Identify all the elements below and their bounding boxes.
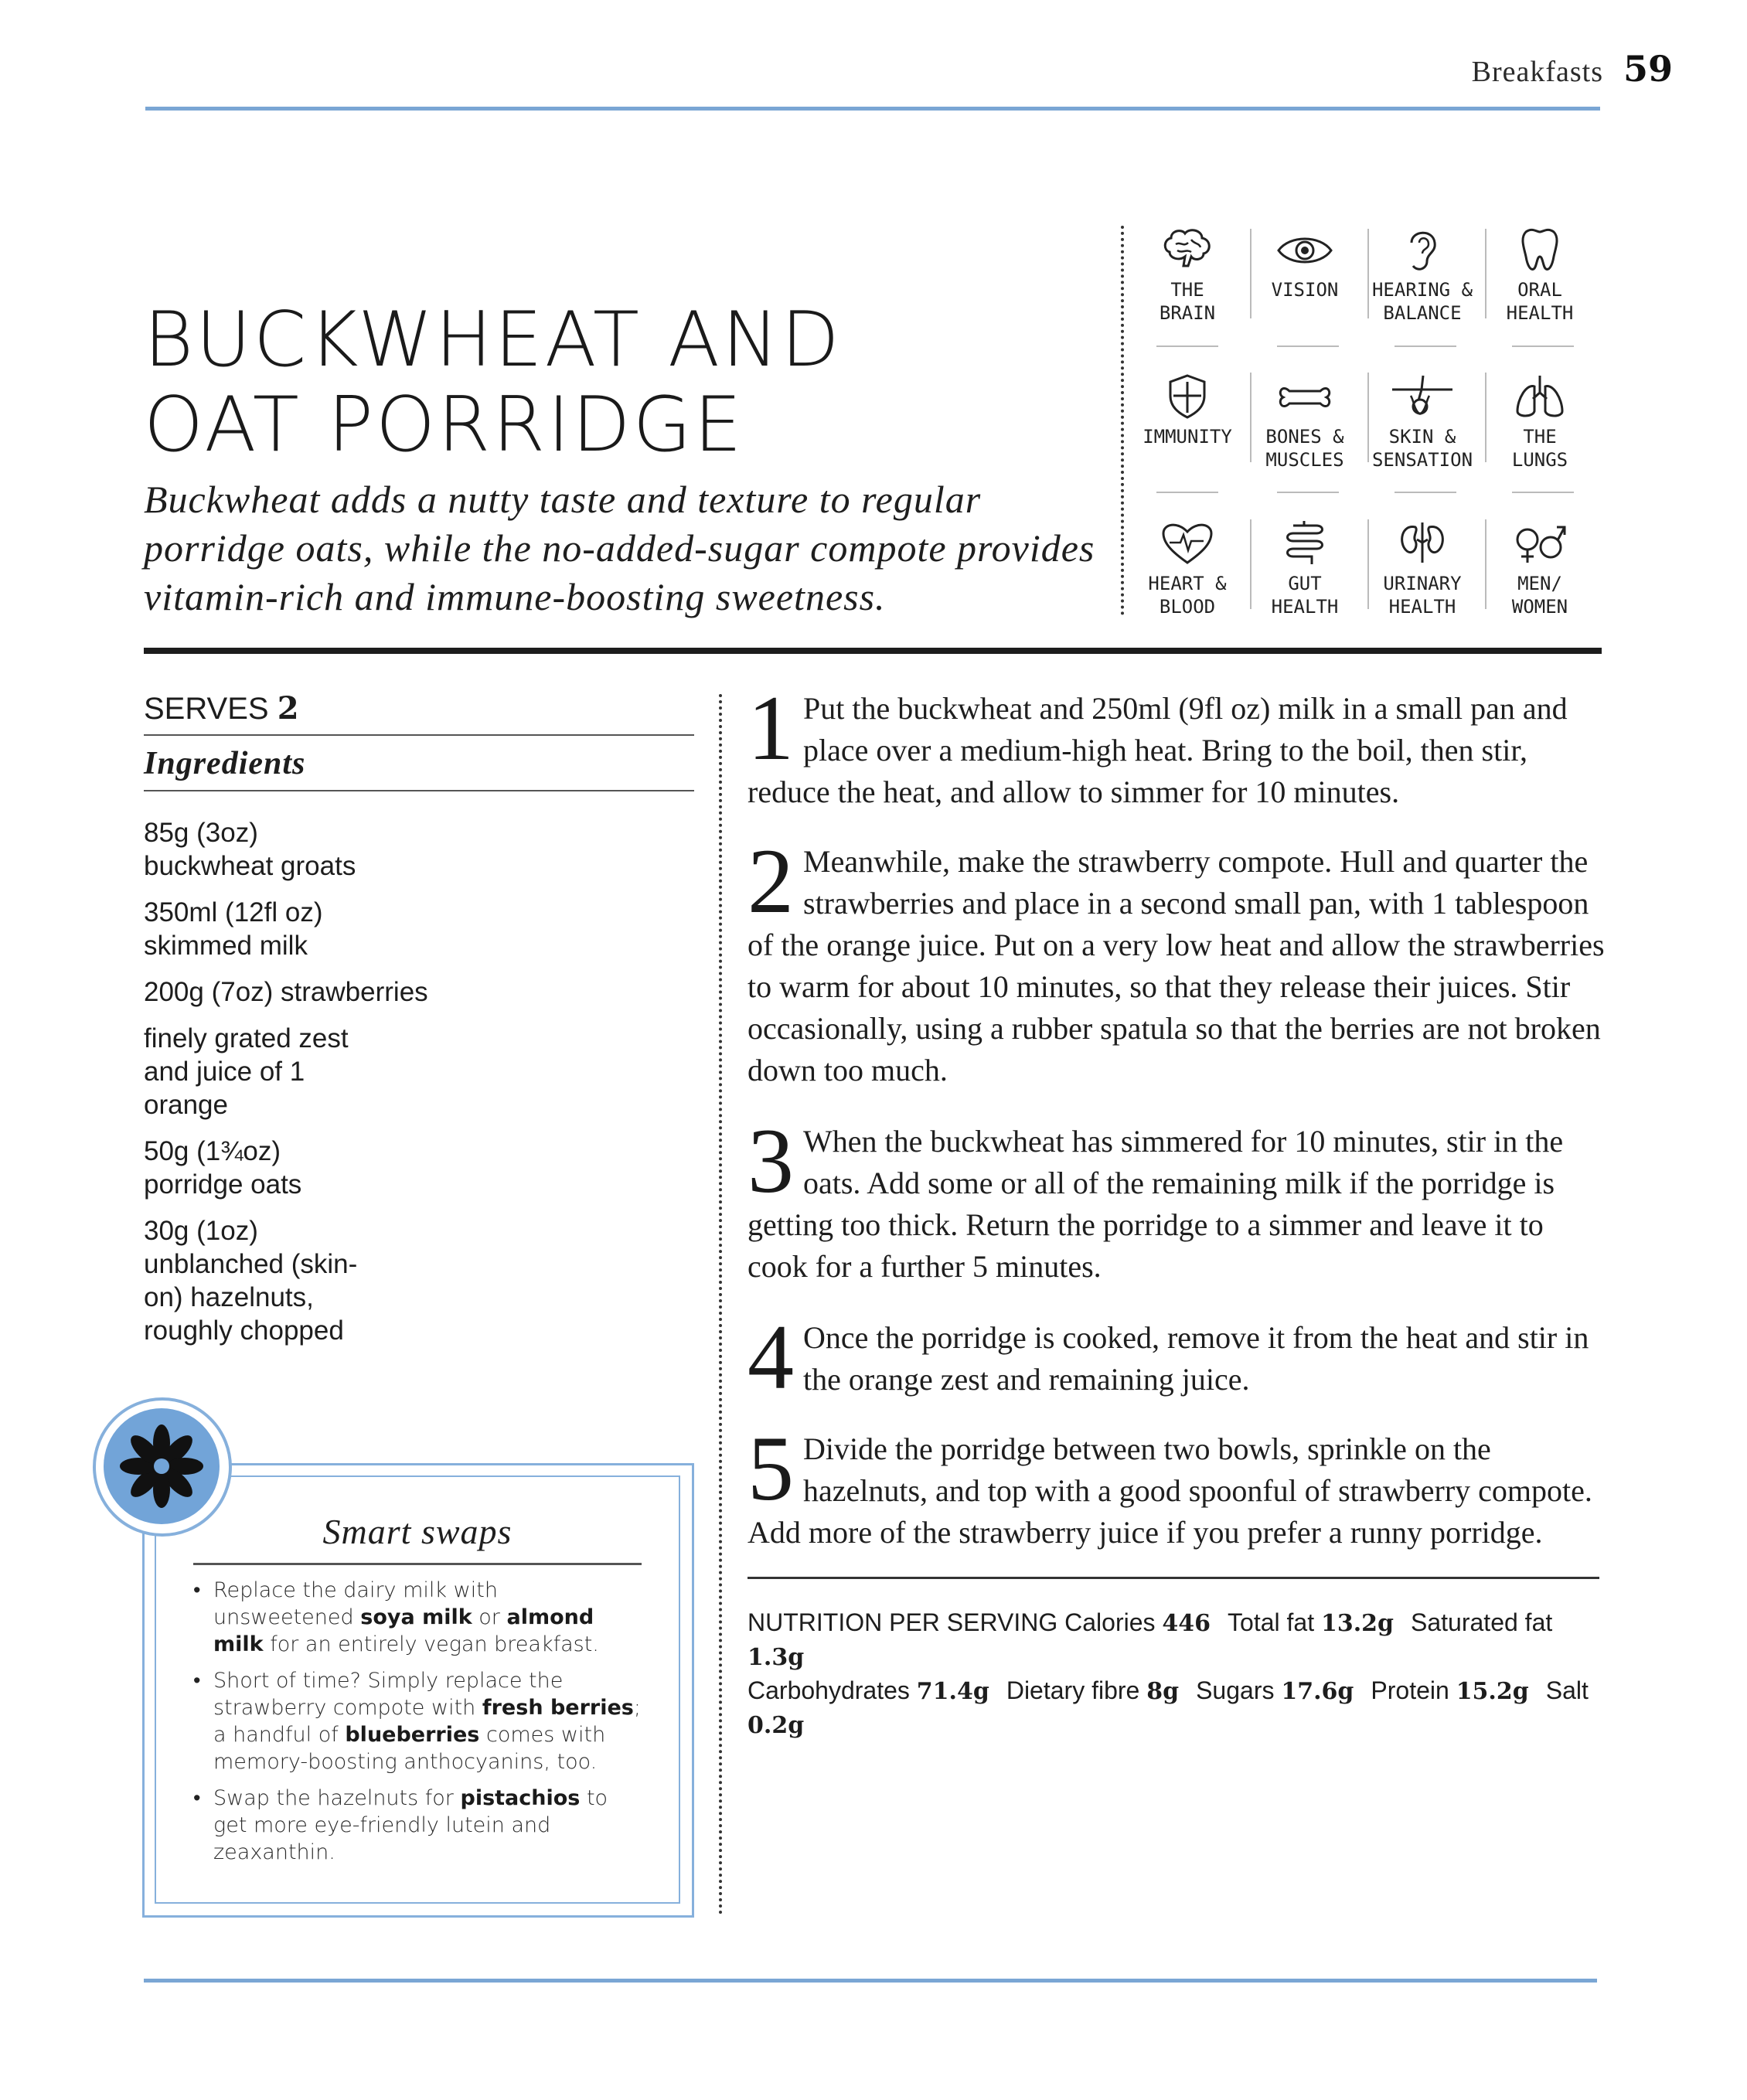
health-label: THE LUNGS [1511,426,1568,471]
health-label: IMMUNITY [1143,426,1232,448]
gender-icon [1510,519,1569,567]
ingredient-item: 85g (3oz) buckwheat groats [144,818,356,881]
tooth-icon [1517,226,1563,274]
column-divider [719,694,722,1915]
health-item-heart [1129,519,1246,649]
health-label: GUT HEALTH [1271,573,1339,618]
smart-swaps-badge-fill [104,1408,220,1524]
health-label: ORAL HEALTH [1506,279,1574,324]
health-label: URINARY HEALTH [1383,573,1462,618]
ingredients-heading: Ingredients [144,746,306,781]
step-text: Put the buckwheat and 250ml (9fl oz) milk in a small pan and place over a medium-high heat. Bring to the boil, then stir, reduce the heat, and allow to simmer for 10 minutes. [747,691,1568,809]
health-item-hearing [1364,226,1481,356]
health-label: HEARING & BALANCE [1371,279,1473,324]
step-text: Divide the porridge between two bowls, sprinkle on the hazelnuts, and top with a good spoonful of strawberry compote. Add more of the strawberry juice if you prefer a runny porridge. [747,1431,1592,1550]
smart-swaps-title: Smart swaps [322,1512,513,1551]
bone-icon [1275,373,1334,420]
health-icon-grid [1121,226,1591,618]
method-step [747,1109,1606,1288]
method-step [747,829,1606,1091]
bottom-blue-rule [144,1979,1597,1983]
health-label: MEN/ WOMEN [1511,573,1568,618]
brain-icon [1160,226,1214,274]
shield-icon [1164,373,1211,420]
title-line-2: OAT PORRIDGE [144,381,744,469]
health-item-brain [1129,226,1246,356]
step-number: 5 [747,1417,794,1520]
running-header [1472,48,1673,90]
health-label: THE BRAIN [1159,279,1216,324]
page-number: 59 [1623,48,1673,90]
ear-icon [1399,226,1446,274]
health-label: HEART & BLOOD [1148,573,1227,618]
serves-label: SERVES [144,692,269,726]
health-item-urinary [1364,519,1481,649]
serves-count: 2 [277,690,299,727]
smart-swaps-list [193,1577,642,1875]
title-line-1: BUCKWHEAT AND [144,296,842,384]
heart-icon [1160,519,1214,567]
health-item-oral [1481,226,1599,356]
carbs-value: 71.4g [916,1678,989,1705]
ingredient-item: 30g (1oz) unblanched (skin-on) hazelnuts, roughly chopped [144,1216,358,1346]
fat-value: 13.2g [1320,1610,1395,1637]
health-item-skin [1364,373,1481,502]
top-blue-rule [145,107,1600,111]
health-label: SKIN & SENSATION [1371,426,1473,471]
ingredient-item: 200g (7oz) strawberries [144,977,428,1007]
health-item-bones [1246,373,1364,502]
method-step [747,1417,1606,1554]
health-item-vision [1246,226,1364,356]
step-text: Once the porridge is cooked, remove it from the heat and stir in the orange zest and remaining juice. [803,1320,1589,1397]
ingredients-rule-top [144,734,694,736]
ingredient-item: 50g (1¾oz) porridge oats [144,1136,302,1200]
recipe-title [144,298,1071,468]
eye-icon [1275,226,1334,274]
asterisk-flower-icon [104,1408,220,1524]
section-name: Breakfasts [1471,56,1603,88]
step-text: When the buckwheat has simmered for 10 minutes, stir in the oats. Add some or all of the remaining milk if the porridge is getting too thick. Return the porridge to a simmer and leave it to cook for a further 5 minutes. [747,1124,1564,1284]
ingredients-list [144,816,685,1360]
step-number: 2 [747,829,794,932]
salt-value: 0.2g [747,1712,805,1739]
smart-swap-item: • Short of time? Simply replace the strawberry compote with fresh berries; a handful of blueberries comes with memory-boosting anthocyanins, too. [193,1667,642,1775]
nutrition-heading: NUTRITION PER SERVING [747,1608,1058,1636]
nutrition-rule [747,1577,1599,1579]
sugars-value: 17.6g [1281,1678,1354,1705]
step-number: 4 [747,1305,794,1408]
nutrition-panel: NUTRITION PER SERVING Calories 446 Total fat 13.2g Saturated fat 1.3g Carbohydrates 71.4g Dietary fibre 8g Sugars 17.6g Protein 15.2g Salt 0.2g [747,1608,1589,1739]
lungs-icon [1513,373,1567,420]
gut-icon [1281,519,1329,567]
serves-info [144,690,299,727]
step-text: Meanwhile, make the strawberry compote. Hull and quarter the strawberries and place in a second small pan, with 1 tablespoon of the orange juice. Put on a very low heat and allow the strawberries to warm for about 10 minutes, so that they release their juices. Stir occasionally, using a rubber spatula so that the berries are not broken down too much. [747,844,1605,1087]
fibre-value: 8g [1146,1678,1180,1705]
smart-swap-item: • Replace the dairy milk with unsweetened soya milk or almond milk for an entirely vegan breakfast. [193,1577,642,1658]
kidney-icon [1395,519,1449,567]
health-item-gender [1481,519,1599,649]
health-item-immunity [1129,373,1246,502]
health-item-gut [1246,519,1364,649]
health-label: BONES & MUSCLES [1265,426,1344,471]
calories-value: 446 [1162,1610,1211,1637]
ingredient-item: finely grated zest and juice of 1 orange [144,1023,349,1120]
recipe-intro: Buckwheat adds a nutty taste and texture to regular porridge oats, while the no-added-sugar compote provides vitamin-rich and immune-boosting sweetness. [144,478,1095,618]
health-label: VISION [1271,279,1339,301]
protein-value: 15.2g [1456,1678,1529,1705]
smart-swap-item: • Swap the hazelnuts for pistachios to get more eye-friendly lutein and zeaxanthin. [193,1785,642,1866]
section-divider-rule [144,648,1602,654]
satfat-value: 1.3g [747,1644,805,1671]
ingredients-rule-bottom [144,790,694,791]
skin-icon [1388,373,1457,420]
smart-swaps-rule [193,1563,642,1565]
ingredient-item: 350ml (12fl oz) skimmed milk [144,897,323,961]
health-item-lungs [1481,373,1599,502]
method-step [747,676,1606,813]
step-number: 3 [747,1109,794,1212]
method-step [747,1305,1606,1408]
step-number: 1 [747,676,794,779]
